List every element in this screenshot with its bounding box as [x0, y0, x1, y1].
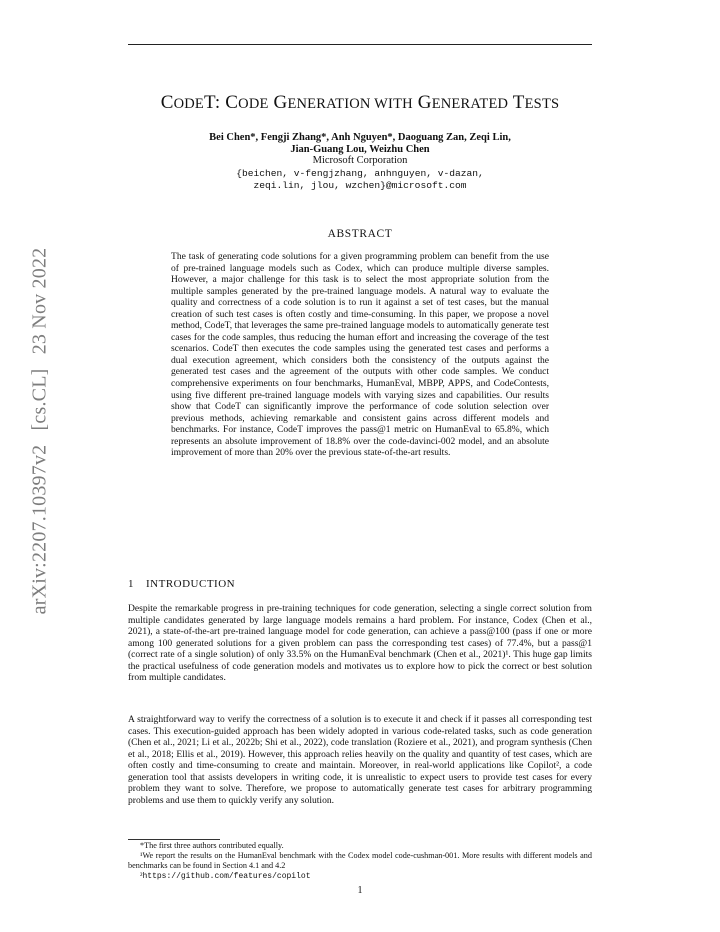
title-part: ENERATED [431, 96, 509, 112]
title-part: G [412, 92, 432, 113]
abstract-heading: ABSTRACT [327, 228, 393, 240]
intro-paragraph-2: A straightforward way to verify the correctness of a solution is to execute it and check if it passes all corresponding test cases. This execution-guided approach has been widely adopted in various code-related tasks, such as code generation (Chen et al., 2021; Li et al., 2022b; Shi et al., 2022), code translation (Roziere et al., 2021), and program synthesis (Chen et al., 2018; Ellis et al., 2019). However, this approach relies heavily on the quality and quantity of test cases, which are often costly and time-consuming to create and maintain. Moreover, in real-world applications like Copilot², a code generation tool that assists developers in writing code, it is unrealistic to expect users to provide test cases for every problem they want to solve. Therefore, we propose to automatically generate test cases for arbitrary programming problems and use them to quickly verify any solution. [128, 714, 592, 806]
title-part: ENERATION WITH [287, 96, 413, 112]
header-rule [128, 44, 592, 45]
email-line: {beichen, v-fengjzhang, anhnguyen, v-dazan, [236, 168, 484, 179]
title-part: C [160, 92, 174, 113]
arxiv-category: [cs.CL] [28, 368, 51, 431]
footnote-rule [128, 839, 220, 840]
abstract-text: The task of generating code solutions for a given programming problem can benefit from the use of pre-trained language models such as Codex, which can produce multiple diverse samples. However, a major challenge for this task is to select the most appropriate solution from the multiple samples generated by the pre-trained language models. A natural way to evaluate the quality and correctness of a code solution is to run it against a set of test cases, but the manual creation of such test cases is often costly and time-consuming. In this paper, we propose a novel method, CodeT, that leverages the same pre-trained language models to automatically generate test cases for the code samples, thus reducing the human effort and increasing the coverage of the test scenarios. CodeT then executes the code samples using the generated test cases and performs a dual execution agreement, which considers both the consistency of the outputs against the generated test cases and the agreement of the outputs with other code samples. We conduct comprehensive experiments on four benchmarks, HumanEval, MBPP, APPS, and CodeContests, using five different pre-trained language models with varying sizes and capabilities. Our results show that CodeT can significantly improve the performance of code solution selection over previous methods, achieving remarkable and consistent gains across different models and benchmarks. For instance, CodeT improves the pass@1 metric on HumanEval to 65.8%, which represents an absolute improvement of 18.8% over the code-davinci-002 model, and an absolute improvement of more than 20% over the previous state-of-the-art results. [171, 251, 549, 459]
paper-title [120, 92, 600, 114]
title-part: ODE [238, 96, 269, 112]
footnote-2 [128, 871, 592, 882]
section-title: INTRODUCTION [146, 578, 236, 590]
affiliation: Microsoft Corporation [312, 155, 408, 166]
author-list [140, 132, 580, 155]
intro-paragraph-1: Despite the remarkable progress in pre-training techniques for code generation, selecting a single correct solution from multiple candidates generated by large language models remains a hard problem. For instance, Codex (Chen et al., 2021), a state-of-the-art pre-trained language model for code generation, can achieve a pass@100 (pass if one or more among 100 generated solutions for a given problem can pass the corresponding test cases) of 77.4%, but a pass@1 (correct rate of a single solution) of only 33.5% on the HumanEval benchmark (Chen et al., 2021)¹. This huge gap limits the practical usefulness of code generation models and motivates us to explore how to pick the correct or best solution from multiple candidates. [128, 603, 592, 684]
author-line: Jian-Guang Lou, Weizhu Chen [290, 143, 430, 155]
title-part: T: C [204, 92, 239, 113]
email-line: zeqi.lin, jlou, wzchen}@microsoft.com [253, 179, 467, 191]
author-line: Bei Chen*, Fengji Zhang*, Anh Nguyen*, Daoguang Zan, Zeqi Lin, [209, 132, 511, 143]
author-emails [140, 168, 580, 191]
footnotes [128, 841, 592, 882]
title-part: T [508, 92, 525, 113]
arxiv-id[interactable]: arXiv:2207.10397v2 [28, 444, 51, 615]
footnote-equal-contribution: *The first three authors contributed equally. [140, 841, 284, 850]
page-number: 1 [357, 885, 363, 896]
title-part: ODE [173, 96, 204, 112]
title-part: G [268, 92, 288, 113]
section-heading-introduction [128, 578, 235, 590]
arxiv-sidebar-stamp [29, 248, 52, 615]
footnote-1: ¹We report the results on the HumanEval benchmark with the Codex model code-cushman-001. More results with different models and benchmarks can be found in Section 4.1 and 4.2 [128, 851, 592, 870]
section-number: 1 [128, 578, 134, 590]
title-part: ESTS [524, 96, 560, 112]
footnote-2-mark: ² [140, 871, 143, 880]
copilot-url-link[interactable]: https://github.com/features/copilot [142, 872, 311, 881]
arxiv-date: 23 Nov 2022 [28, 247, 51, 355]
